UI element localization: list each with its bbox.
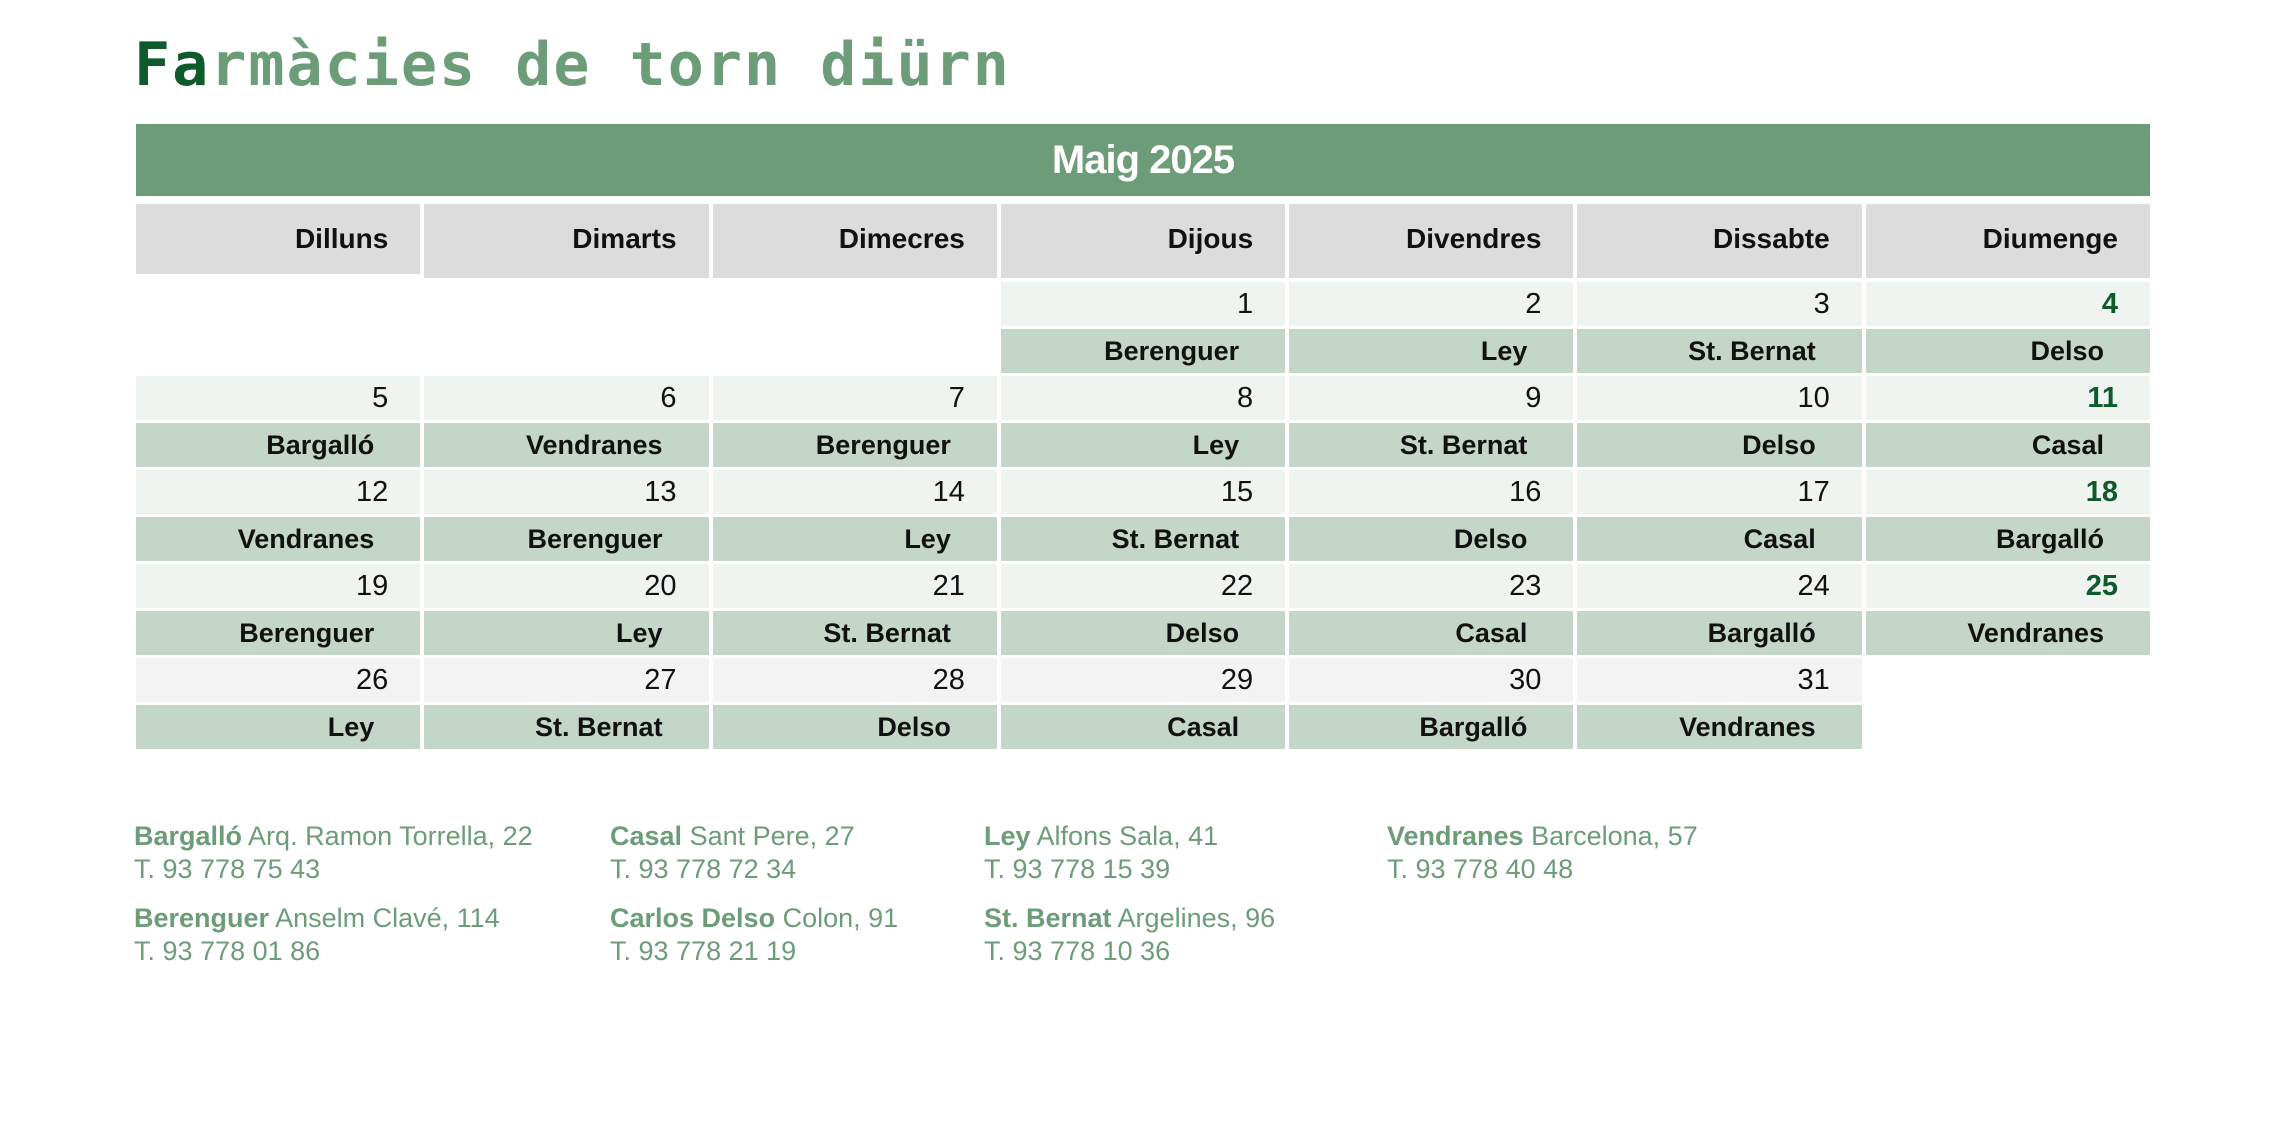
pharmacy-entry bbox=[134, 902, 500, 968]
on-duty-pharmacy: Berenguer bbox=[136, 611, 420, 655]
on-duty-pharmacy: Casal bbox=[1001, 705, 1285, 749]
day-cell bbox=[1577, 376, 1861, 470]
day-cell bbox=[1866, 376, 2150, 470]
pharmacy-entry bbox=[134, 820, 533, 886]
day-number: 6 bbox=[424, 376, 708, 420]
on-duty-pharmacy: Ley bbox=[136, 705, 420, 749]
weekday-header: Dimecres bbox=[713, 204, 997, 278]
weekday-header: Dissabte bbox=[1577, 204, 1861, 278]
day-cell bbox=[1289, 282, 1573, 376]
day-cell bbox=[713, 658, 997, 752]
day-number: 30 bbox=[1289, 658, 1573, 702]
pharmacy-address: Argelines, 96 bbox=[1117, 903, 1276, 933]
on-duty-pharmacy: Casal bbox=[1289, 611, 1573, 655]
empty-day-cell bbox=[136, 282, 420, 376]
pharmacy-phone: T. 93 778 10 36 bbox=[984, 936, 1171, 966]
day-cell bbox=[136, 376, 420, 470]
day-number: 19 bbox=[136, 564, 420, 608]
day-cell bbox=[713, 470, 997, 564]
sunday-day-number: 25 bbox=[1866, 564, 2150, 608]
day-number: 26 bbox=[136, 658, 420, 702]
month-header: Maig 2025 bbox=[136, 124, 2150, 196]
weekday-header-row bbox=[136, 204, 2150, 278]
weekday-header: Dilluns bbox=[136, 204, 420, 274]
pharmacy-name: Bargalló bbox=[134, 821, 243, 851]
on-duty-pharmacy: Vendranes bbox=[1577, 705, 1861, 749]
day-cell bbox=[1001, 376, 1285, 470]
pharmacy-address: Barcelona, 57 bbox=[1531, 821, 1698, 851]
pharmacy-name: Berenguer bbox=[134, 903, 270, 933]
empty-day-cell bbox=[713, 282, 997, 376]
pharmacy-entry bbox=[984, 820, 1218, 886]
day-cell bbox=[136, 658, 420, 752]
pharmacy-entry bbox=[610, 820, 855, 886]
on-duty-pharmacy: Vendranes bbox=[424, 423, 708, 467]
weekday-header: Dijous bbox=[1001, 204, 1285, 278]
on-duty-pharmacy: St. Bernat bbox=[713, 611, 997, 655]
day-cell bbox=[1577, 564, 1861, 658]
page-title bbox=[134, 28, 1011, 102]
day-cell bbox=[1289, 470, 1573, 564]
pharmacy-address: Alfons Sala, 41 bbox=[1036, 821, 1219, 851]
day-cell bbox=[713, 564, 997, 658]
day-number: 16 bbox=[1289, 470, 1573, 514]
pharmacy-phone: T. 93 778 21 19 bbox=[610, 936, 797, 966]
day-cell bbox=[1289, 376, 1573, 470]
pharmacy-entry bbox=[984, 902, 1275, 968]
day-number: 2 bbox=[1289, 282, 1573, 326]
page-title-light-part: rmàcies de torn diürn bbox=[210, 30, 1011, 100]
day-cell bbox=[136, 564, 420, 658]
on-duty-pharmacy: St. Bernat bbox=[1577, 329, 1861, 373]
calendar bbox=[136, 124, 2150, 752]
day-cell bbox=[424, 658, 708, 752]
on-duty-pharmacy: Delso bbox=[1001, 611, 1285, 655]
on-duty-pharmacy: St. Bernat bbox=[424, 705, 708, 749]
on-duty-pharmacy: Bargalló bbox=[1866, 517, 2150, 561]
pharmacy-name: Ley bbox=[984, 821, 1031, 851]
day-number: 3 bbox=[1577, 282, 1861, 326]
pharmacy-name: Vendranes bbox=[1387, 821, 1524, 851]
day-number: 21 bbox=[713, 564, 997, 608]
day-cell bbox=[1577, 282, 1861, 376]
day-number: 28 bbox=[713, 658, 997, 702]
pharmacy-address: Colon, 91 bbox=[782, 903, 899, 933]
on-duty-pharmacy: Casal bbox=[1577, 517, 1861, 561]
on-duty-pharmacy: St. Bernat bbox=[1001, 517, 1285, 561]
pharmacy-name: Carlos Delso bbox=[610, 903, 776, 933]
empty-day-cell bbox=[1866, 658, 2150, 752]
day-number: 8 bbox=[1001, 376, 1285, 420]
day-number: 14 bbox=[713, 470, 997, 514]
day-number: 23 bbox=[1289, 564, 1573, 608]
day-cell bbox=[1289, 564, 1573, 658]
on-duty-pharmacy: Delso bbox=[1577, 423, 1861, 467]
day-cell bbox=[424, 376, 708, 470]
pharmacy-address: Sant Pere, 27 bbox=[689, 821, 855, 851]
day-cell bbox=[424, 564, 708, 658]
day-cell bbox=[1577, 658, 1861, 752]
pharmacy-name: Casal bbox=[610, 821, 683, 851]
day-number: 20 bbox=[424, 564, 708, 608]
day-number: 12 bbox=[136, 470, 420, 514]
weekday-header: Divendres bbox=[1289, 204, 1573, 278]
on-duty-pharmacy: Bargalló bbox=[1577, 611, 1861, 655]
on-duty-pharmacy: Delso bbox=[1289, 517, 1573, 561]
day-cell bbox=[136, 470, 420, 564]
pharmacy-name: St. Bernat bbox=[984, 903, 1112, 933]
calendar-days bbox=[136, 282, 2150, 752]
sunday-day-number: 11 bbox=[1866, 376, 2150, 420]
day-number: 22 bbox=[1001, 564, 1285, 608]
on-duty-pharmacy: Berenguer bbox=[424, 517, 708, 561]
empty-day-cell bbox=[424, 282, 708, 376]
sunday-day-number: 4 bbox=[1866, 282, 2150, 326]
on-duty-pharmacy: Ley bbox=[1289, 329, 1573, 373]
day-cell bbox=[1001, 658, 1285, 752]
day-cell bbox=[1866, 470, 2150, 564]
on-duty-pharmacy: Berenguer bbox=[713, 423, 997, 467]
day-number: 29 bbox=[1001, 658, 1285, 702]
on-duty-pharmacy: Berenguer bbox=[1001, 329, 1285, 373]
day-cell bbox=[1577, 470, 1861, 564]
day-number: 5 bbox=[136, 376, 420, 420]
day-number: 24 bbox=[1577, 564, 1861, 608]
pharmacy-entry bbox=[610, 902, 898, 968]
weekday-header: Dimarts bbox=[424, 204, 708, 278]
on-duty-pharmacy: Delso bbox=[1866, 329, 2150, 373]
day-number: 10 bbox=[1577, 376, 1861, 420]
on-duty-pharmacy: Vendranes bbox=[136, 517, 420, 561]
weekday-header: Diumenge bbox=[1866, 204, 2150, 278]
day-number: 7 bbox=[713, 376, 997, 420]
page-title-dark-part: Fa bbox=[134, 30, 211, 100]
sunday-day-number: 18 bbox=[1866, 470, 2150, 514]
day-cell bbox=[1001, 282, 1285, 376]
pharmacy-phone: T. 93 778 15 39 bbox=[984, 854, 1171, 884]
day-number: 9 bbox=[1289, 376, 1573, 420]
day-number: 15 bbox=[1001, 470, 1285, 514]
pharmacy-phone: T. 93 778 72 34 bbox=[610, 854, 797, 884]
day-cell bbox=[1001, 564, 1285, 658]
on-duty-pharmacy: Ley bbox=[713, 517, 997, 561]
pharmacy-legend bbox=[134, 820, 1834, 1000]
pharmacy-entry bbox=[1387, 820, 1698, 886]
day-cell bbox=[424, 470, 708, 564]
on-duty-pharmacy: Ley bbox=[1001, 423, 1285, 467]
pharmacy-address: Arq. Ramon Torrella, 22 bbox=[248, 821, 533, 851]
on-duty-pharmacy: Ley bbox=[424, 611, 708, 655]
on-duty-pharmacy: Casal bbox=[1866, 423, 2150, 467]
pharmacy-phone: T. 93 778 40 48 bbox=[1387, 854, 1574, 884]
pharmacy-phone: T. 93 778 75 43 bbox=[134, 854, 321, 884]
day-cell bbox=[1866, 282, 2150, 376]
day-cell bbox=[713, 376, 997, 470]
day-cell bbox=[1866, 564, 2150, 658]
on-duty-pharmacy: Vendranes bbox=[1866, 611, 2150, 655]
on-duty-pharmacy: St. Bernat bbox=[1289, 423, 1573, 467]
on-duty-pharmacy: Bargalló bbox=[1289, 705, 1573, 749]
day-number: 1 bbox=[1001, 282, 1285, 326]
day-number: 13 bbox=[424, 470, 708, 514]
pharmacy-address: Anselm Clavé, 114 bbox=[275, 903, 500, 933]
on-duty-pharmacy: Bargalló bbox=[136, 423, 420, 467]
day-number: 27 bbox=[424, 658, 708, 702]
on-duty-pharmacy: Delso bbox=[713, 705, 997, 749]
pharmacy-phone: T. 93 778 01 86 bbox=[134, 936, 321, 966]
day-number: 31 bbox=[1577, 658, 1861, 702]
day-cell bbox=[1289, 658, 1573, 752]
day-number: 17 bbox=[1577, 470, 1861, 514]
day-cell bbox=[1001, 470, 1285, 564]
